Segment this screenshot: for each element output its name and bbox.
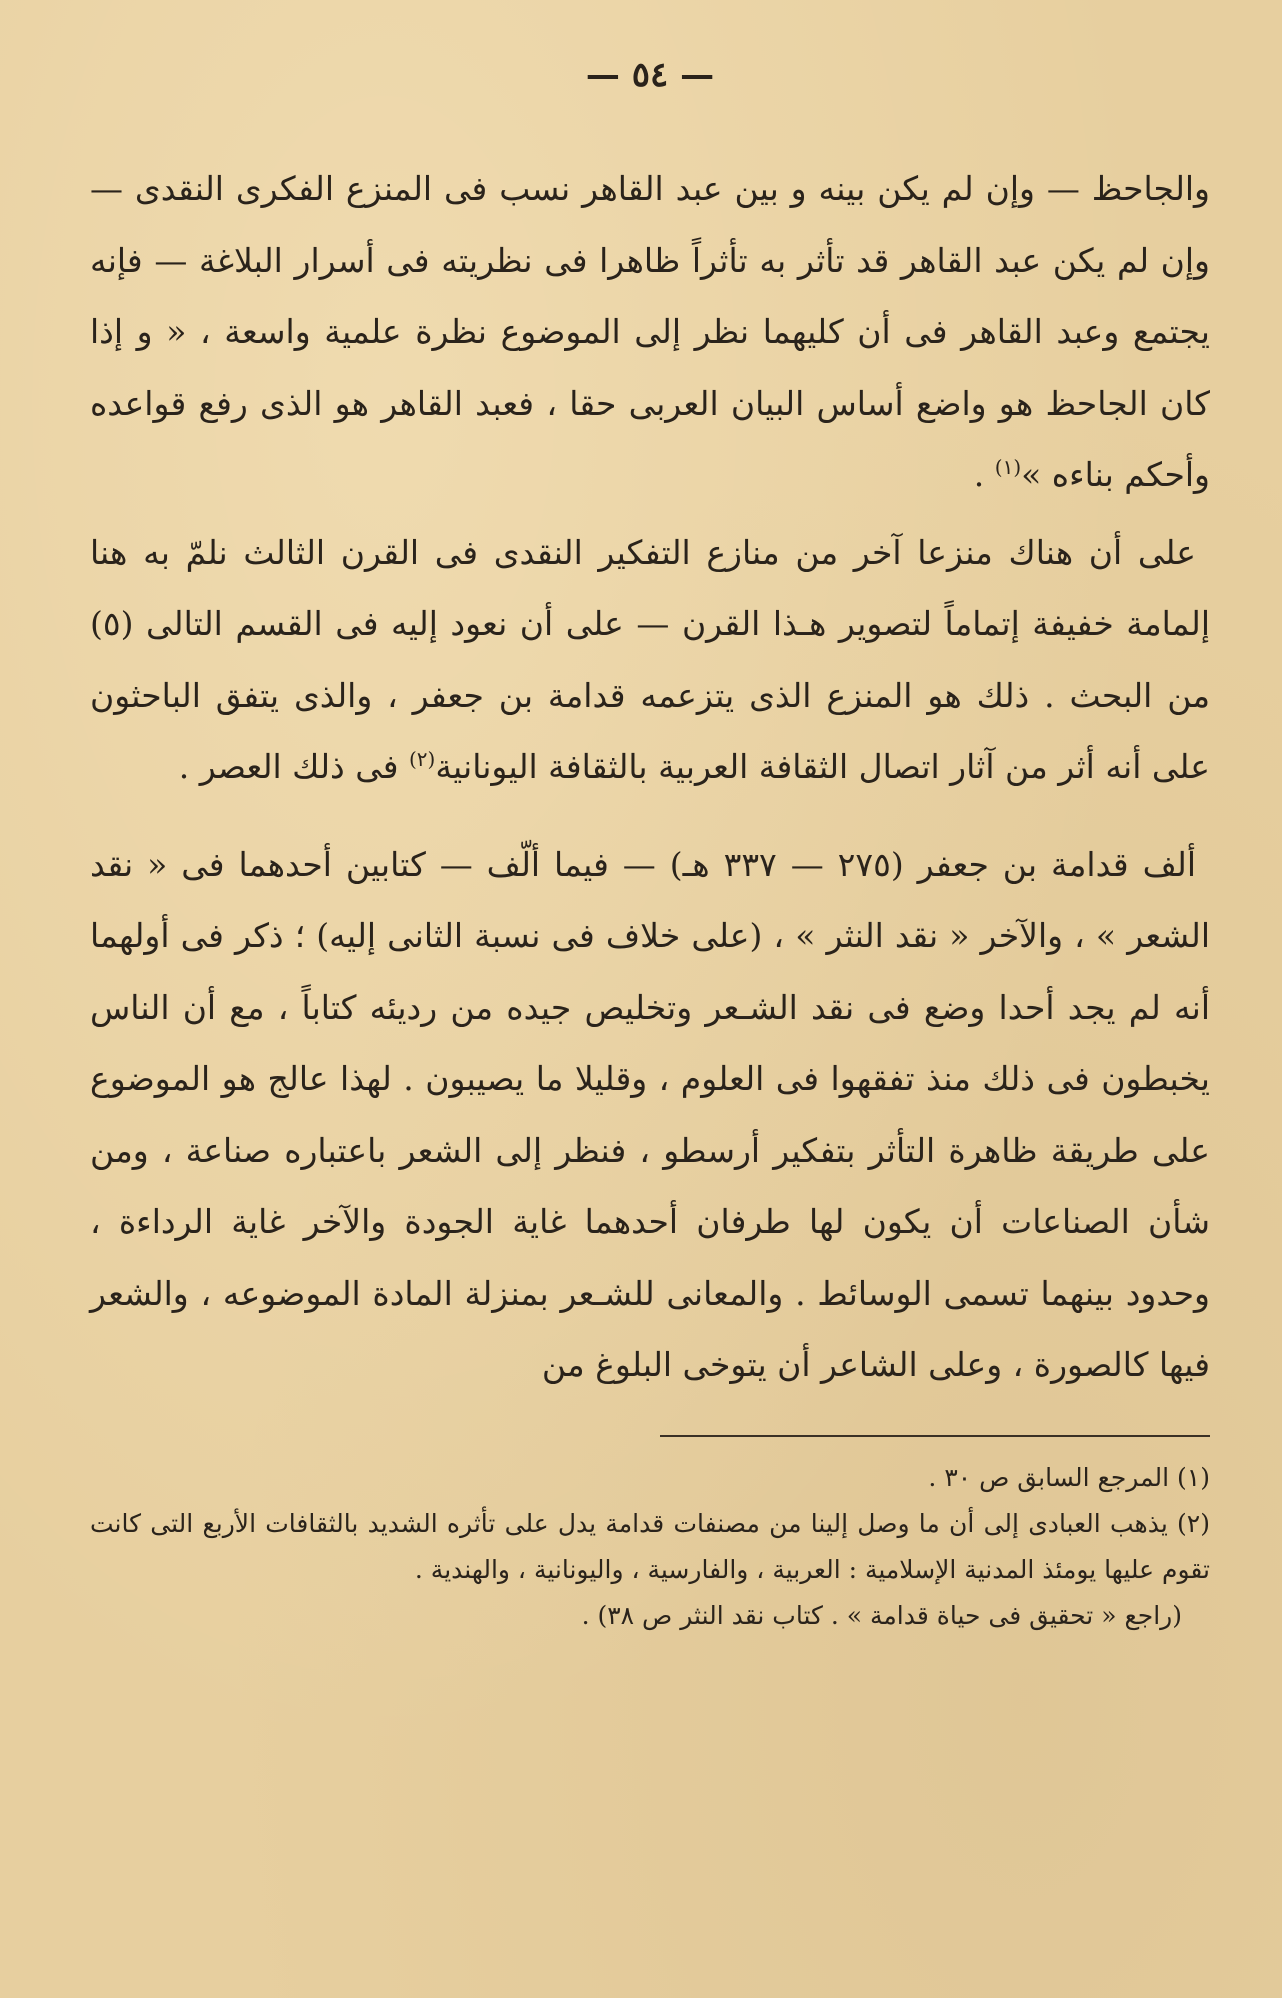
footnote-2: (٢) يذهب العبادى إلى أن ما وصل إلينا من مصنفات قدامة يدل على تأثره الشديد بالثقافات الأربع التى كانت تقوم عليها يومئذ المدنية الإسلامية : العربية ، والفارسية ، واليونانية ، والهندية . xyxy=(90,1508,1210,1584)
footnote-2-reference: (راجع « تحقيق فى حياة قدامة » . كتاب نقد النثر ص ٣٨) . xyxy=(581,1600,1182,1630)
paragraph-3 xyxy=(90,829,1210,1401)
footnote-ref-2: (٢) xyxy=(408,747,436,771)
paragraph-2 xyxy=(90,517,1210,803)
footnote-separator xyxy=(660,1435,1210,1437)
paragraph-1-tail: . xyxy=(973,455,995,494)
paragraph-1-text: والجاحظ — وإن لم يكن بينه و بين عبد القاهر نسب فى المنزع الفكرى النقدى — وإن لم يكن عبد القاهر قد تأثر به تأثراً ظاهرا فى نظريته فى أسرار البلاغة — فإنه يجتمع وعبد القاهر فى أن كليهما نظر إلى الموضوع نظرة علمية واسعة ، « و إذا كان الجاحظ هو واضع أساس البيان العربى حقا ، فعبد القاهر هو الذى رفع قواعده وأحكم بناءه » xyxy=(90,169,1210,494)
paragraph-1 xyxy=(90,153,1210,511)
paragraph-2-text: على أن هناك منزعا آخر من منازع التفكير النقدى فى القرن الثالث نلمّ به هنا إلمامة خفيفة إتماماً لتصوير هـذا القرن — على أن نعود إليه فى القسم التالى (٥) من البحث . ذلك هو المنزع الذى يتزعمه قدامة بن جعفر ، والذى يتفق الباحثون على أنه أثر من آثار اتصال الثقافة العربية بالثقافة اليونانية xyxy=(90,532,1210,786)
footnote-ref-1: (١) xyxy=(994,455,1022,479)
paragraph-3-text: ألف قدامة بن جعفر (٢٧٥ — ٣٣٧ هـ) — فيما ألّف — كتابين أحدهما فى « نقد الشعر » ، والآخر « نقد النثر » ، (على خلاف فى نسبة الثانى إليه) ؛ ذكر فى أولهما أنه لم يجد أحدا وضع فى نقد الشـعر وتخليص جيده من رديئه كتاباً ، مع أن الناس يخبطون فى ذلك منذ تفقهوا فى العلوم ، وقليلا ما يصيبون . لهذا عالج هو الموضوع على طريقة ظاهرة التأثر بتفكير أرسطو ، فنظر إلى الشعر باعتباره صناعة ، ومن شأن الصناعات أن يكون لها طرفان أحدهما غاية الجودة والآخر غاية الرداءة ، وحدود بينهما تسمى الوسائط . والمعانى للشـعر بمنزلة المادة الموضوعه ، والشعر فيها كالصورة ، وعلى الشاعر أن يتوخى البلوغ من xyxy=(90,844,1210,1384)
page-number: — ٥٤ — xyxy=(585,55,715,95)
footnote-1: (١) المرجع السابق ص ٣٠ . xyxy=(928,1462,1210,1492)
footnotes xyxy=(90,1455,1210,1639)
paragraph-2-tail: فى ذلك العصر . xyxy=(178,747,409,786)
